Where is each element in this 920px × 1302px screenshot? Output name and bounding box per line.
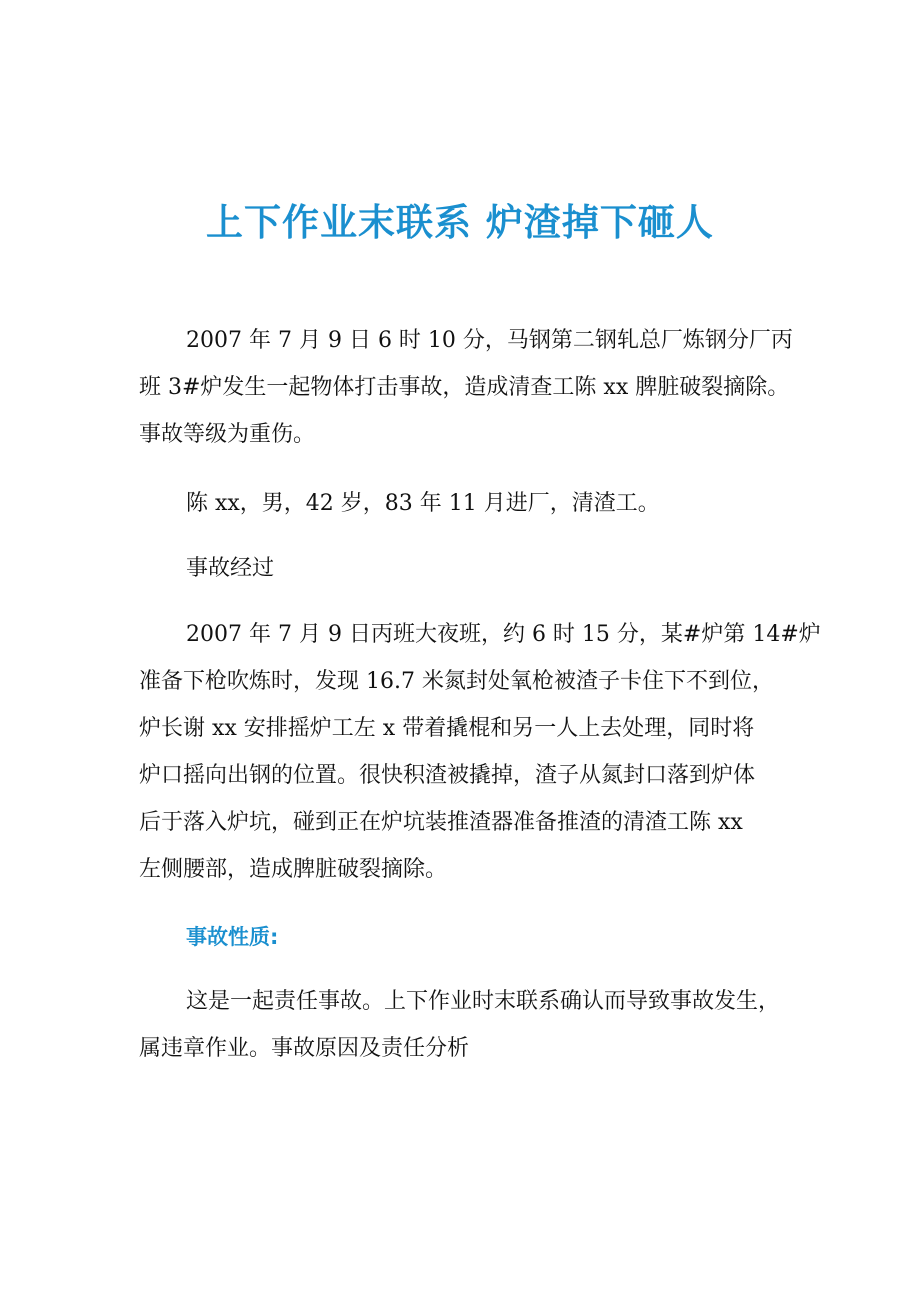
paragraph-accident-process bbox=[139, 611, 821, 893]
paragraph-process-heading bbox=[139, 545, 789, 592]
paragraph-line: 炉长谢 xx 安排摇炉工左 x 带着撬棍和另一人上去处理，同时将 bbox=[139, 716, 755, 741]
paragraph-line: 事故经过 bbox=[186, 556, 275, 581]
section-heading-nature bbox=[139, 914, 789, 961]
paragraph-line: 炉口摇向出钢的位置。很快积渣被撬掉，渣子从氮封口落到炉体 bbox=[139, 763, 756, 788]
paragraph-line: 班 3#炉发生一起物体打击事故，造成清查工陈 xx 脾脏破裂摘除。 bbox=[139, 375, 790, 400]
paragraph-line: 属违章作业。事故原因及责任分析 bbox=[139, 1036, 470, 1061]
paragraph-victim-info bbox=[139, 480, 789, 527]
paragraph-line: 2007 年 7 月 9 日 6 时 10 分，马钢第二钢轧总厂炼钢分厂丙 bbox=[186, 328, 793, 353]
paragraph-line: 陈 xx，男，42 岁，83 年 11 月进厂，清渣工。 bbox=[186, 491, 660, 516]
section-heading-text: 事故性质: bbox=[186, 925, 279, 949]
paragraph-accident-nature bbox=[139, 978, 789, 1072]
paragraph-line: 2007 年 7 月 9 日丙班大夜班，约 6 时 15 分，某#炉第 14#炉 bbox=[186, 622, 821, 647]
paragraph-line: 左侧腰部，造成脾脏破裂摘除。 bbox=[139, 857, 448, 882]
paragraph-line: 这是一起责任事故。上下作业时末联系确认而导致事故发生， bbox=[186, 989, 781, 1014]
paragraph-line: 后于落入炉坑，碰到正在炉坑装推渣器准备推渣的清渣工陈 xx bbox=[139, 810, 743, 835]
document-title: 上下作业末联系 炉渣掉下砸人 bbox=[206, 201, 714, 244]
paragraph-line: 事故等级为重伤。 bbox=[139, 422, 316, 447]
paragraph-line: 准备下枪吹炼时，发现 16.7 米氮封处氧枪被渣子卡住下不到位， bbox=[139, 669, 774, 694]
paragraph-accident-summary bbox=[139, 317, 793, 458]
